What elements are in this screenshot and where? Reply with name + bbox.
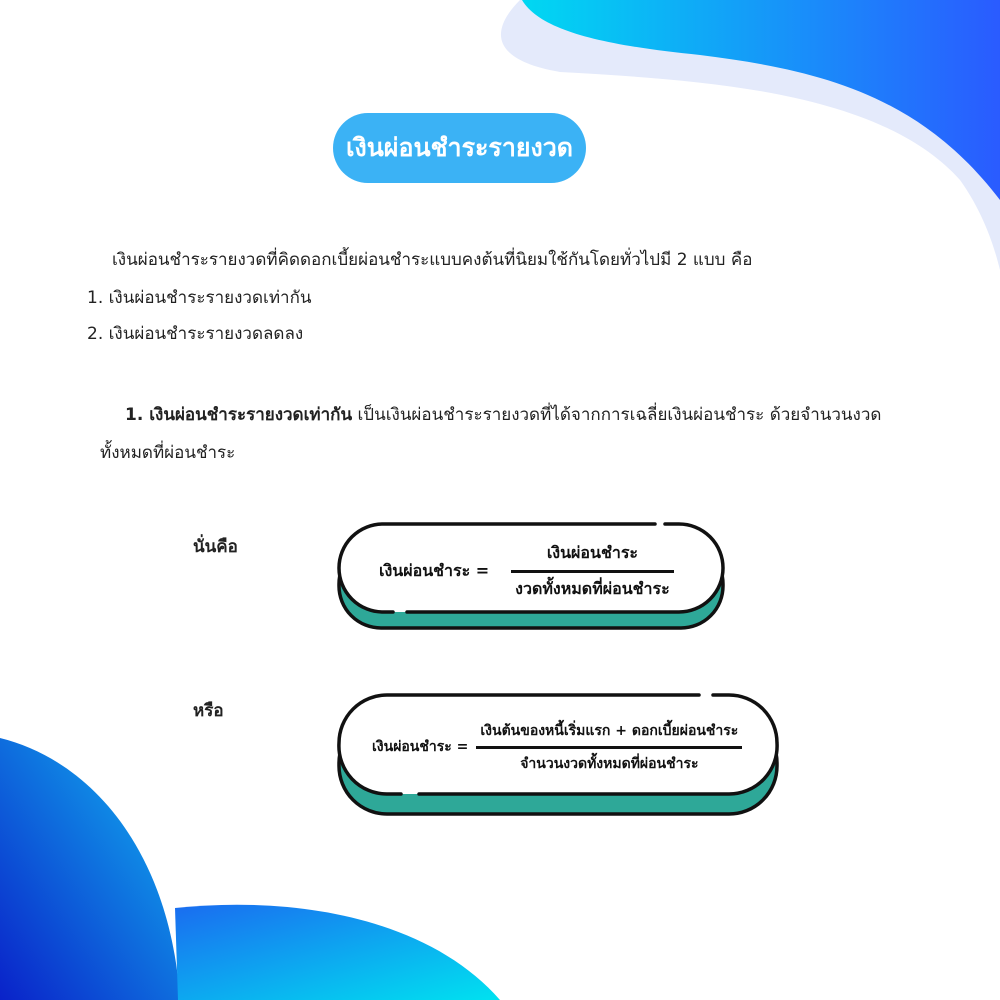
formula-1-denominator: งวดทั้งหมดที่ผ่อนชำระ xyxy=(515,578,670,598)
formula-1-lhs: เงินผ่อนชำระ = xyxy=(379,560,490,580)
formula-2-lhs: เงินผ่อนชำระ = xyxy=(372,739,469,755)
top-right-wave xyxy=(522,0,1000,200)
formula2-label: หรือ xyxy=(193,701,224,721)
formula-2-numerator: เงินต้นของหนี้เริ่มแรก + ดอกเบี้ยผ่อนชำระ xyxy=(480,722,739,739)
list-item: 1. เงินผ่อนชำระรายงวดเท่ากัน xyxy=(87,288,312,308)
formula-2 xyxy=(372,705,742,789)
formula1-label: นั่นคือ xyxy=(193,537,238,557)
definition-text: เป็นเงินผ่อนชำระรายงวดที่ได้จากการเฉลี่ยเงินผ่อนชำระ ด้วยจำนวนงวด xyxy=(352,405,882,425)
formula-1-fraction xyxy=(511,541,674,602)
formula-box-2 xyxy=(337,693,779,816)
definition-paragraph xyxy=(125,405,881,425)
intro-paragraph: เงินผ่อนชำระรายงวดที่คิดดอกเบี้ยผ่อนชำระแบบคงต้นที่นิยมใช้กันโดยทั่วไปมี 2 แบบ คือ xyxy=(112,250,753,270)
bottom-center-wave xyxy=(175,905,500,1000)
bottom-left-wave xyxy=(0,738,180,1000)
formula-2-fraction xyxy=(476,720,742,775)
definition-heading: 1. เงินผ่อนชำระรายงวดเท่ากัน xyxy=(125,405,353,425)
formula-1-numerator: เงินผ่อนชำระ xyxy=(546,542,638,562)
page-title: เงินผ่อนชำระรายงวด xyxy=(333,113,586,183)
definition-paragraph-continued: ทั้งหมดที่ผ่อนชำระ xyxy=(100,443,236,463)
list-item: 2. เงินผ่อนชำระรายงวดลดลง xyxy=(87,324,304,344)
formula-box-1 xyxy=(337,522,725,632)
formula-2-denominator: จำนวนงวดทั้งหมดที่ผ่อนชำระ xyxy=(520,755,699,772)
formula-1 xyxy=(379,532,674,610)
